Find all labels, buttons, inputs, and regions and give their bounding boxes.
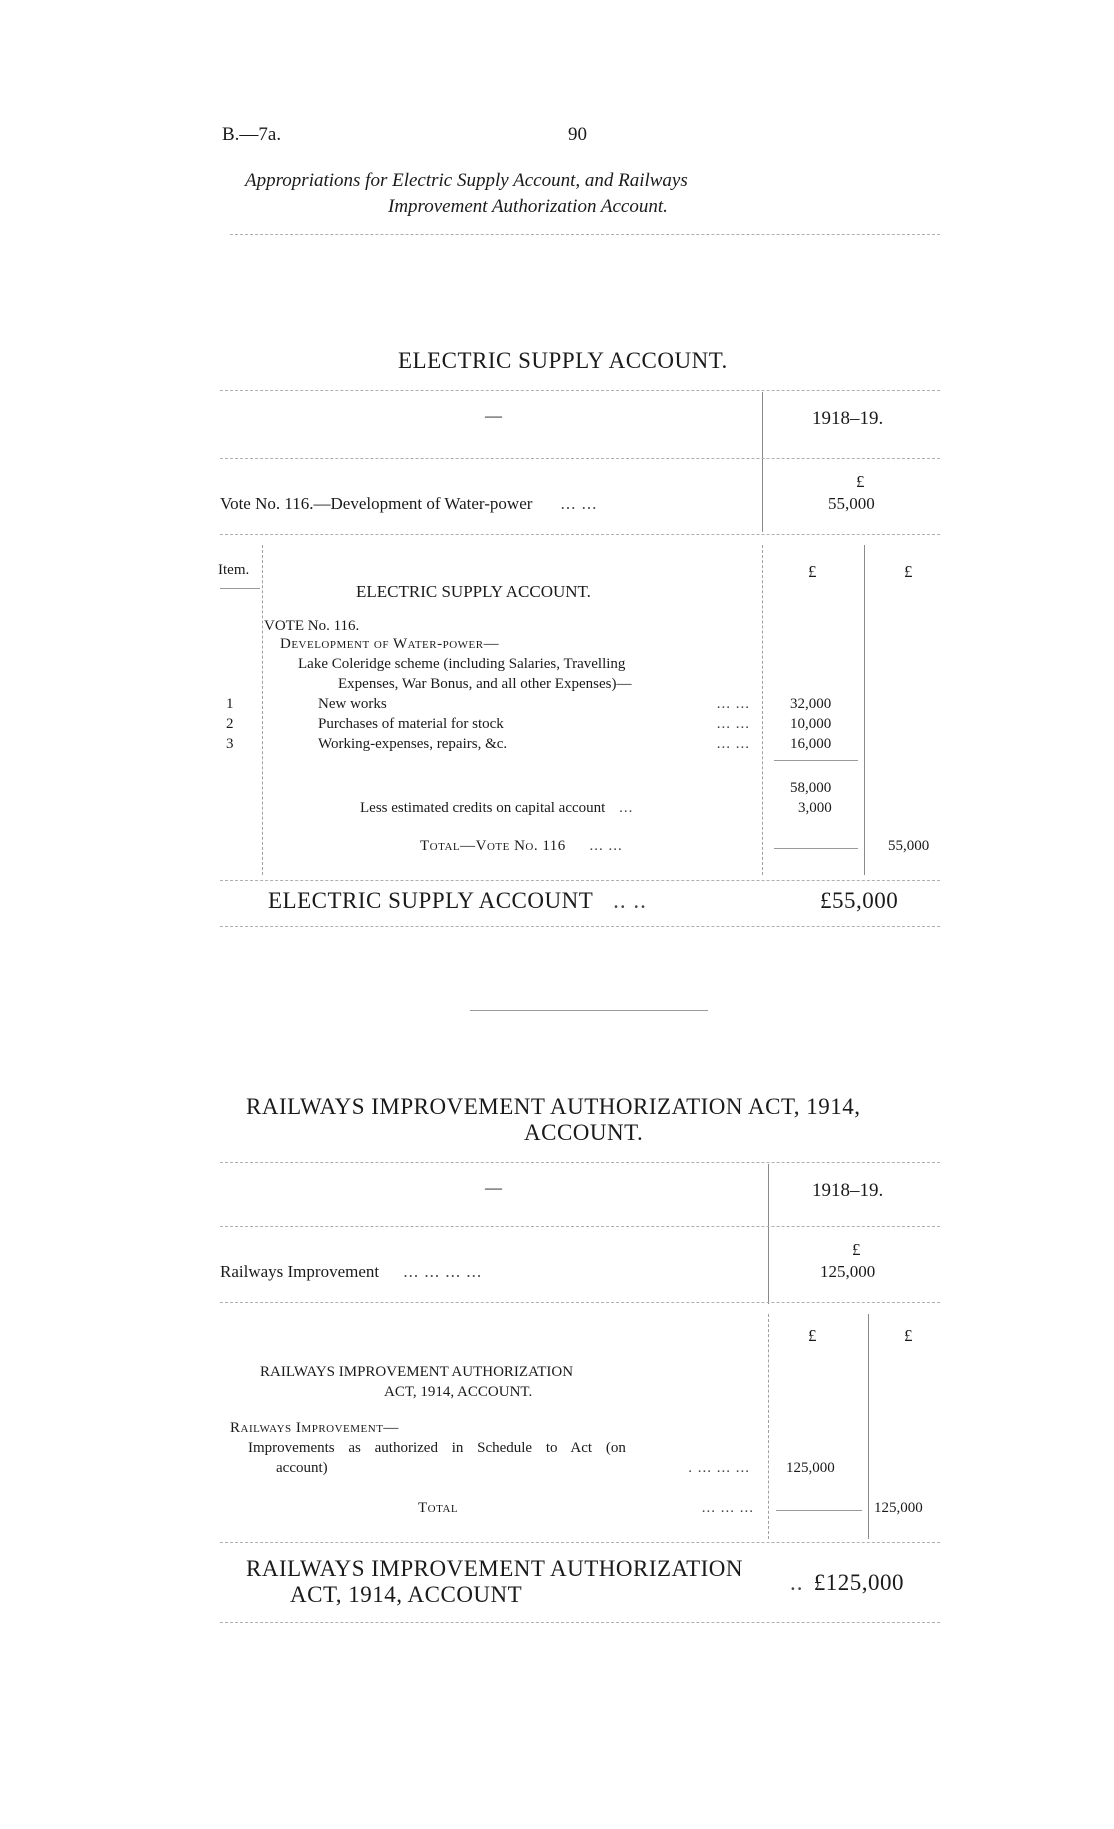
electric-desc-line-1: Lake Coleridge scheme (including Salaries, Travelling (298, 656, 626, 672)
electric-item-2-amount: 10,000 (790, 716, 832, 732)
electric-total-dash-rule (774, 848, 858, 849)
electric-footer-label (268, 888, 647, 914)
electric-item-2-text: Purchases of material for stock (318, 716, 504, 732)
electric-vote-label (220, 494, 597, 514)
electric-subhead: Development of Water-power— (280, 636, 500, 652)
railways-total-text: Total (418, 1500, 459, 1516)
electric-summary-top-rule (220, 390, 940, 391)
railways-summary-dash: — (485, 1178, 502, 1197)
title-rule (230, 234, 940, 235)
railways-heading-line-2: ACCOUNT. (524, 1120, 644, 1145)
electric-subtotal: 58,000 (790, 780, 832, 796)
electric-summary-dash: — (485, 406, 502, 425)
electric-desc-line-2: Expenses, War Bonus, and all other Expenses)— (338, 676, 632, 692)
electric-footer-dots: .. .. (613, 888, 647, 913)
electric-item-1-text: New works (318, 696, 387, 712)
railways-summary-divider (768, 1164, 769, 1304)
railways-heading-line-1: RAILWAYS IMPROVEMENT AUTHORIZATION ACT, 1914, (246, 1094, 861, 1119)
electric-vote-text: Vote No. 116.—Development of Water-power (220, 494, 533, 513)
railways-detail-title-line-1: RAILWAYS IMPROVEMENT AUTHORIZATION (260, 1364, 574, 1380)
railways-summary-year: 1918–19. (812, 1180, 884, 1201)
railways-total-col-divider (868, 1314, 869, 1539)
electric-item-3-dots: ... ... (716, 736, 750, 752)
electric-footer-rule (220, 926, 940, 927)
electric-summary-mid-rule (220, 458, 940, 459)
electric-summary-bottom-rule (220, 534, 940, 535)
electric-credits-amount: 3,000 (798, 800, 832, 816)
electric-item-3-text: Working-expenses, repairs, &c. (318, 736, 508, 752)
railways-subhead: Railways Improvement— (230, 1420, 399, 1436)
railways-summary-amount: 125,000 (820, 1262, 876, 1281)
railways-footer-rule (220, 1622, 940, 1623)
railways-total-label (418, 1500, 758, 1517)
electric-item-header-rule (220, 588, 260, 589)
railways-footer-line-1: RAILWAYS IMPROVEMENT AUTHORIZATION (246, 1556, 744, 1581)
electric-total-amount: 55,000 (888, 838, 930, 854)
railways-footer-dots: .. (790, 1570, 804, 1595)
electric-vote-line: VOTE No. 116. (264, 618, 360, 634)
railways-desc-line-1: Improvements as authorized in Schedule to Act (on (248, 1440, 626, 1456)
electric-heading: ELECTRIC SUPPLY ACCOUNT. (398, 348, 728, 373)
railways-desc-text-2: account) (276, 1460, 328, 1476)
railways-summary-text: Railways Improvement (220, 1262, 380, 1281)
railways-summary-top-rule (220, 1162, 940, 1163)
electric-footer-text: ELECTRIC SUPPLY ACCOUNT (268, 888, 593, 913)
railways-detail-amount: 125,000 (786, 1460, 835, 1476)
page-title-line-1: Appropriations for Electric Supply Account, and Railways (245, 170, 688, 191)
electric-item-2-dots: ... ... (716, 716, 750, 732)
railways-summary-currency: £ (852, 1240, 861, 1259)
page-reference: B.—7a. (222, 124, 282, 145)
electric-item-1-dots: ... ... (716, 696, 750, 712)
electric-item-3-no: 3 (226, 736, 234, 752)
page-title-line-2: Improvement Authorization Account. (388, 196, 668, 217)
electric-vote-amount: 55,000 (828, 494, 875, 513)
electric-total-text: Total—Vote No. 116 (420, 838, 566, 854)
electric-item-header: Item. (218, 562, 250, 578)
electric-detail-bottom-rule (220, 880, 940, 881)
electric-detail-currency-1: £ (808, 562, 817, 581)
electric-summary-year: 1918–19. (812, 408, 884, 429)
railways-footer-amount: £125,000 (813, 1570, 904, 1595)
electric-detail-title: ELECTRIC SUPPLY ACCOUNT. (356, 582, 591, 601)
railways-total-dots: ... ... ... (701, 1500, 754, 1516)
electric-item-3-amount: 16,000 (790, 736, 832, 752)
electric-item-2-label (318, 716, 754, 733)
electric-subtotal-rule (774, 760, 858, 761)
electric-total-label (420, 838, 623, 855)
electric-total-col-divider (864, 545, 865, 875)
electric-credits-text: Less estimated credits on capital account (360, 800, 606, 816)
electric-credits-dots: ... (619, 800, 634, 816)
railways-footer-amount-wrap (790, 1570, 904, 1596)
electric-detail-currency-2: £ (904, 562, 913, 581)
page-number: 90 (568, 124, 587, 145)
railways-desc-line-2 (276, 1460, 754, 1477)
railways-total-dash-rule (776, 1510, 862, 1511)
railways-footer-line-2: ACT, 1914, ACCOUNT (290, 1582, 523, 1607)
electric-summary-divider (762, 392, 763, 532)
railways-detail-bottom-rule (220, 1542, 940, 1543)
electric-credits-label (360, 800, 633, 817)
section-separator (470, 1010, 708, 1011)
electric-item-3-label (318, 736, 754, 753)
electric-vote-dots: ... ... (560, 494, 598, 513)
railways-amount-col-divider (768, 1314, 769, 1539)
railways-summary-mid-rule (220, 1226, 940, 1227)
railways-summary-bottom-rule (220, 1302, 940, 1303)
electric-amount-col-divider (762, 545, 763, 875)
electric-item-1-no: 1 (226, 696, 234, 712)
electric-item-1-label (318, 696, 754, 713)
railways-total-amount: 125,000 (874, 1500, 923, 1516)
railways-summary-label (220, 1262, 482, 1282)
electric-item-col-divider (262, 545, 263, 875)
railways-desc-dots: . ... ... ... (688, 1460, 750, 1476)
railways-summary-dots: ... ... ... ... (403, 1262, 483, 1281)
railways-detail-currency-2: £ (904, 1326, 913, 1345)
electric-total-dots: ... ... (589, 838, 623, 854)
electric-footer-amount: £55,000 (820, 888, 899, 913)
electric-item-2-no: 2 (226, 716, 234, 732)
railways-detail-currency-1: £ (808, 1326, 817, 1345)
railways-detail-title-line-2: ACT, 1914, ACCOUNT. (384, 1384, 533, 1400)
electric-summary-currency: £ (856, 472, 865, 491)
electric-item-1-amount: 32,000 (790, 696, 832, 712)
